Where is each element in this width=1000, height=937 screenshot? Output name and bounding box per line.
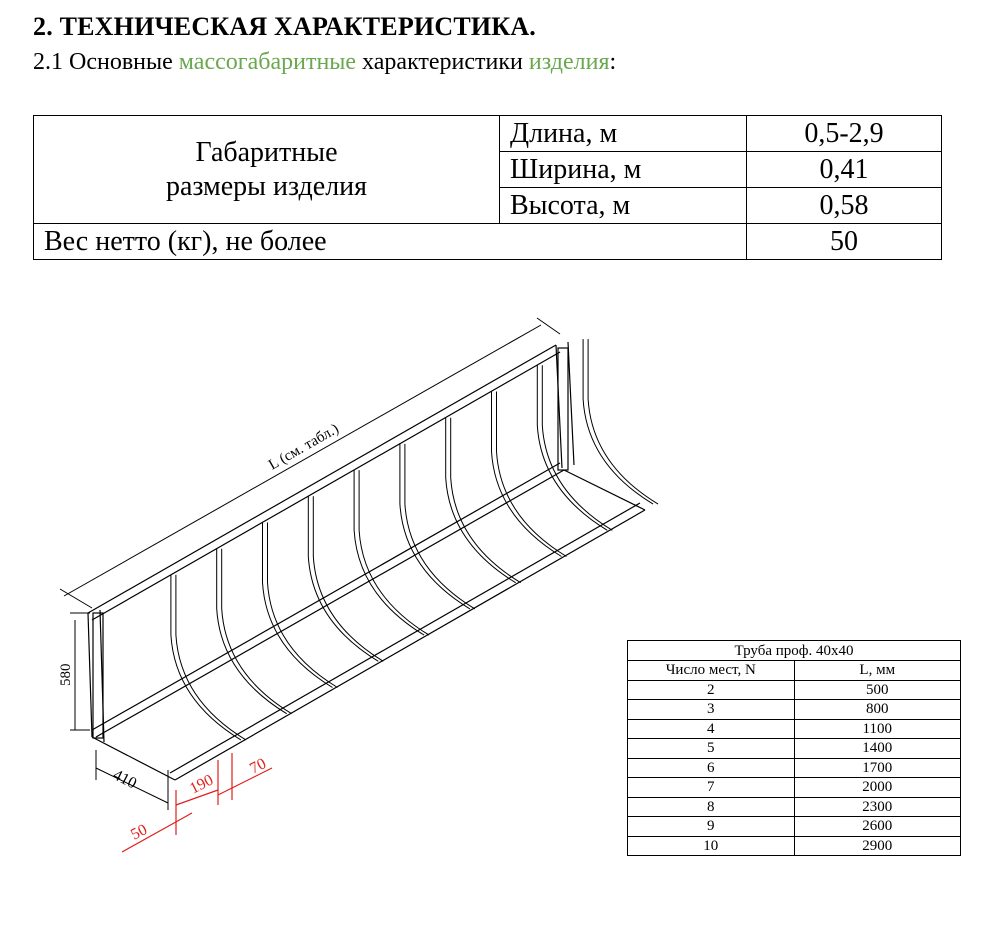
spec-label-length: Длина, м <box>500 116 747 152</box>
cell-places: 5 <box>628 739 795 759</box>
curved-bars <box>171 339 658 740</box>
spec-value-width: 0,41 <box>747 152 942 188</box>
front-top-rail <box>88 345 556 613</box>
spec-value-length: 0,5-2,9 <box>747 116 942 152</box>
cell-length: 2000 <box>794 778 961 798</box>
length-dimension-line <box>64 325 541 596</box>
spec-table <box>33 115 942 260</box>
table-row <box>628 758 961 778</box>
section-title: 2. ТЕХНИЧЕСКАЯ ХАРАКТЕРИСТИКА. <box>33 12 537 41</box>
curved-bar <box>583 339 653 504</box>
cell-length: 500 <box>794 680 961 700</box>
group-label-line2: размеры изделия <box>165 170 368 202</box>
cell-places: 6 <box>628 758 795 778</box>
cell-places: 10 <box>628 836 795 856</box>
spec-row <box>34 224 942 260</box>
front-bottom-rail <box>92 463 560 730</box>
spec-value-weight: 50 <box>747 224 942 260</box>
table-row <box>628 700 961 720</box>
spec-label-width: Ширина, м <box>500 152 747 188</box>
cell-places: 2 <box>628 680 795 700</box>
cell-places: 4 <box>628 719 795 739</box>
length-table-caption: Труба проф. 40х40 <box>628 641 961 661</box>
edge-label: 50 <box>128 821 151 844</box>
table-row <box>628 836 961 856</box>
section-subtitle <box>33 49 616 76</box>
table-row <box>628 719 961 739</box>
depth-label: 410 <box>110 766 140 793</box>
col-header-length: L, мм <box>794 661 961 681</box>
spec-value-height: 0,58 <box>747 188 942 224</box>
table-row <box>628 739 961 759</box>
length-table-header <box>628 661 961 681</box>
dimensions-group-label <box>34 116 500 224</box>
cell-length: 2300 <box>794 797 961 817</box>
cell-places: 8 <box>628 797 795 817</box>
subtitle-highlight-mass: массогабаритные <box>178 49 357 75</box>
table-row <box>628 680 961 700</box>
subtitle-middle: характеристики <box>356 49 529 75</box>
cell-length: 2900 <box>794 836 961 856</box>
spec-row <box>34 116 942 152</box>
cell-places: 9 <box>628 817 795 837</box>
height-label: 580 <box>58 663 74 686</box>
cell-length: 1400 <box>794 739 961 759</box>
cell-length: 1700 <box>794 758 961 778</box>
cell-places: 3 <box>628 700 795 720</box>
table-row <box>628 797 961 817</box>
group-label-line1: Габаритные <box>195 137 338 169</box>
cell-places: 7 <box>628 778 795 798</box>
cell-length: 800 <box>794 700 961 720</box>
subtitle-highlight-product: изделия <box>528 49 610 75</box>
subtitle-prefix: 2.1 Основные <box>33 49 179 75</box>
cell-length: 2600 <box>794 817 961 837</box>
gap-label: 70 <box>247 755 270 778</box>
length-label: L (см. табл.) <box>266 420 342 474</box>
col-header-places: Число мест, N <box>628 661 795 681</box>
length-table <box>627 640 961 856</box>
spec-label-weight: Вес нетто (кг), не более <box>34 224 747 260</box>
table-row <box>628 817 961 837</box>
cell-length: 1100 <box>794 719 961 739</box>
table-row <box>628 778 961 798</box>
subtitle-suffix: : <box>609 49 617 75</box>
curved-bar <box>588 339 658 504</box>
spec-label-height: Высота, м <box>500 188 747 224</box>
spacing-label: 190 <box>187 771 217 798</box>
